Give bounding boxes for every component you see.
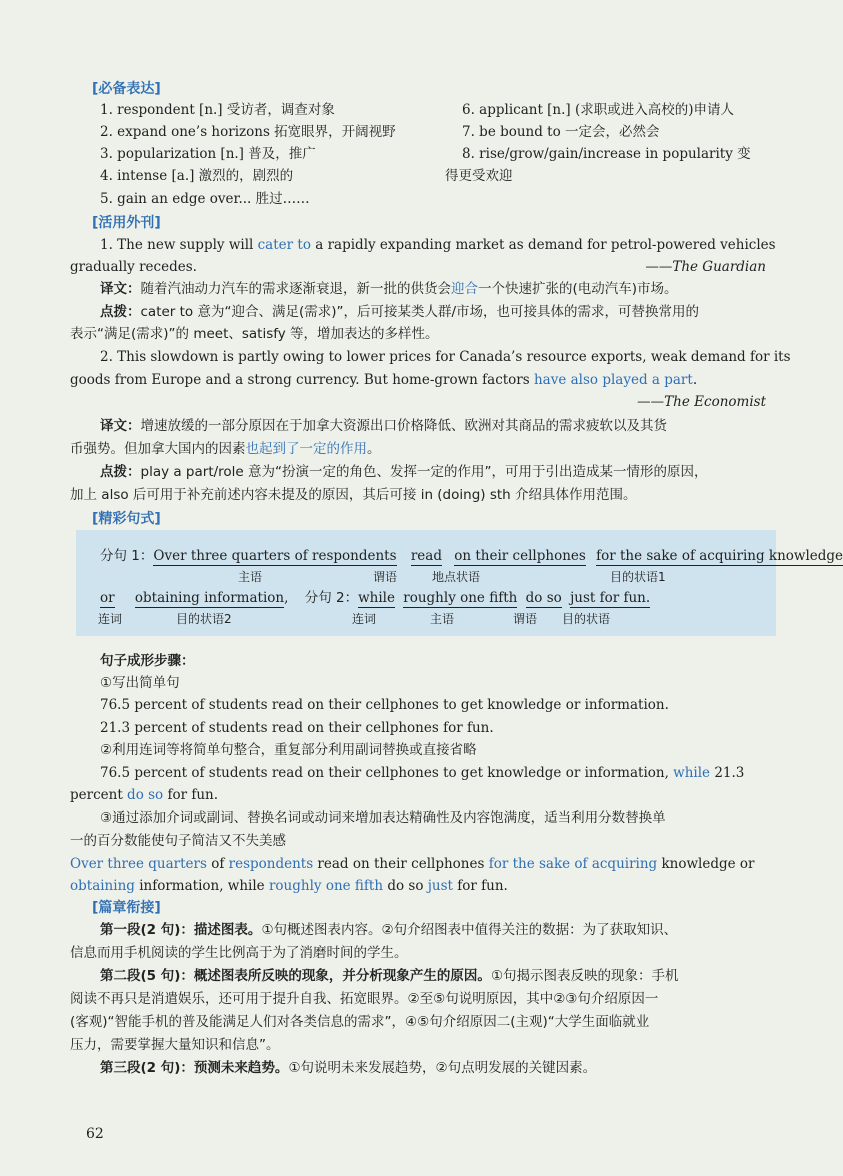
translation-2-line-1: 译文：增速放缓的一部分原因在于加拿大资源出口价格降低、欧洲对其商品的需求疲软以及其货 <box>100 418 667 434</box>
final-sentence-line-2: obtaining information, while roughly one fifth do so just for fun. <box>70 878 508 894</box>
source-economist: ——The Economist <box>637 394 766 410</box>
example-2-line-2: goods from Europe and a strong currency. But home-grown factors have also played a part. <box>70 372 698 388</box>
label-verb: 谓语 <box>373 570 398 584</box>
step-3-line-2: 一的百分数能使句子简洁又不失美感 <box>70 833 286 849</box>
label-verb-2: 谓语 <box>513 612 538 626</box>
expression-item: 5. gain an edge over... 胜过…… <box>100 191 310 207</box>
step-2-sentence-line-1: 76.5 percent of students read on their cellphones to get knowledge or information, while 21.3 <box>100 765 745 781</box>
connection-para-3: 第三段(2 句)：预测未来趋势。①句说明未来发展趋势，②句点明发展的关键因素。 <box>100 1060 597 1076</box>
label-purpose-2: 目的状语2 <box>176 612 232 626</box>
connection-para-2-line-3: (客观)“智能手机的普及能满足人们对各类信息的需求”，④⑤句介绍原因二(主观)“大学生面临就业 <box>70 1014 650 1030</box>
label-place: 地点状语 <box>432 570 481 584</box>
expression-item: 4. intense [a.] 激烈的，剧烈的 <box>100 168 294 184</box>
expression-item: 3. popularization [n.] 普及，推广 <box>100 146 316 162</box>
steps-title: 句子成形步骤： <box>100 653 195 669</box>
expression-item: 1. respondent [n.] 受访者，调查对象 <box>100 102 335 118</box>
tip-1-line-2: 表示“满足(需求)”的 meet、satisfy 等，增加表达的多样性。 <box>70 326 439 342</box>
label-conjunction-2: 连词 <box>352 612 377 626</box>
highlight-phrase: have also played a part <box>533 372 693 388</box>
label-subject: 主语 <box>238 570 263 584</box>
step-1: ①写出简单句 <box>100 675 180 691</box>
verb-part-2: do so <box>525 590 562 606</box>
step-3-line-1: ③通过添加介词或副词、替换名词或动词来增加表达精确性及内容饱满度，适当利用分数替换单 <box>100 810 666 826</box>
subject-part: Over three quarters of respondents <box>153 548 397 564</box>
connection-para-2-line-4: 压力，需要掌握大量知识和信息”。 <box>70 1037 280 1053</box>
expression-item: 7. be bound to 一定会，必然会 <box>462 124 660 140</box>
highlight-phrase: cater to <box>257 237 311 253</box>
label-subject-2: 主语 <box>430 612 455 626</box>
section-title-expressions: [必备表达] <box>92 81 161 97</box>
example-2-line-1: 2. This slowdown is partly owing to lower prices for Canada’s resource exports, weak demand for its <box>100 349 791 365</box>
page-number: 62 <box>86 1126 104 1142</box>
analysis-row-1: 分句 1：Over three quarters of respondents read on their cellphones for the sake of acquiring knowledge <box>100 548 843 564</box>
label-conjunction: 连词 <box>98 612 123 626</box>
step-1-sentence-b: 21.3 percent of students read on their cellphones for fun. <box>100 720 494 736</box>
source-guardian: ——The Guardian <box>645 259 766 275</box>
conjunction-part: or <box>100 590 115 606</box>
connection-para-1-line-1: 第一段(2 句)：描述图表。①句概述图表内容。②句介绍图表中值得关注的数据：为了获取知识、 <box>100 922 678 938</box>
verb-part: read <box>410 548 442 564</box>
expression-item: 8. rise/grow/gain/increase in popularity 变 <box>462 146 751 162</box>
while-part: while <box>358 590 395 606</box>
expression-item: 6. applicant [n.] (求职或进入高校的)申请人 <box>462 102 735 118</box>
section-title-connection: [篇章衔接] <box>92 900 161 916</box>
subject-part-2: roughly one fifth <box>403 590 518 606</box>
translation-2-line-2: 币强势。但加拿大国内的因素也起到了一定的作用。 <box>70 441 381 457</box>
translation-1: 译文：随着汽油动力汽车的需求逐渐衰退，新一批的供货会迎合一个快速扩张的(电动汽车)市场。 <box>100 281 678 297</box>
example-1-line-2: gradually recedes. <box>70 259 197 275</box>
purpose-part-2: obtaining information <box>134 590 285 606</box>
label-purpose-1: 目的状语1 <box>610 570 666 584</box>
tip-1-line-1: 点拨：cater to 意为“迎合、满足(需求)”，后可接某类人群/市场，也可接具体的需求，可替换常用的 <box>100 304 700 320</box>
tip-2-line-1: 点拨：play a part/role 意为“扮演一定的角色、发挥一定的作用”，可用于引出造成某一情形的原因， <box>100 464 708 480</box>
connection-para-1-line-2: 信息而用手机阅读的学生比例高于为了消磨时间的学生。 <box>70 945 408 961</box>
example-1-line-1: 1. The new supply will cater to a rapidly expanding market as demand for petrol-powered vehicles <box>100 237 776 253</box>
final-sentence-line-1: Over three quarters of respondents read on their cellphones for the sake of acquiring knowledge or <box>70 856 755 872</box>
place-part: on their cellphones <box>454 548 586 564</box>
analysis-row-2: or obtaining information, 分句 2：while roughly one fifth do so just for fun. <box>100 590 651 606</box>
tip-2-line-2: 加上 also 后可用于补充前述内容未提及的原因，其后可接 in (doing) sth 介绍具体作用范围。 <box>70 487 637 503</box>
expression-item: 2. expand one’s horizons 拓宽眼界，开阔视野 <box>100 124 396 140</box>
step-1-sentence-a: 76.5 percent of students read on their cellphones to get knowledge or information. <box>100 697 669 713</box>
section-title-usage: [活用外刊] <box>92 215 161 231</box>
connection-para-2-line-1: 第二段(5 句)：概述图表所反映的现象，并分析现象产生的原因。①句揭示图表反映的现象：手机 <box>100 968 679 984</box>
section-title-sentence: [精彩句式] <box>92 511 161 527</box>
expression-item: 得更受欢迎 <box>445 168 513 184</box>
step-2-sentence-line-2: percent do so for fun. <box>70 787 219 803</box>
label-purpose-3: 目的状语 <box>562 612 611 626</box>
purpose-part-1: for the sake of acquiring knowledge <box>596 548 843 564</box>
connection-para-2-line-2: 阅读不再只是消遣娱乐，还可用于提升自我、拓宽眼界。②至⑤句说明原因，其中②③句介绍原因一 <box>70 991 659 1007</box>
step-2: ②利用连词等将简单句整合，重复部分利用副词替换或直接省略 <box>100 742 477 758</box>
purpose-part-3: just for fun. <box>570 590 651 606</box>
